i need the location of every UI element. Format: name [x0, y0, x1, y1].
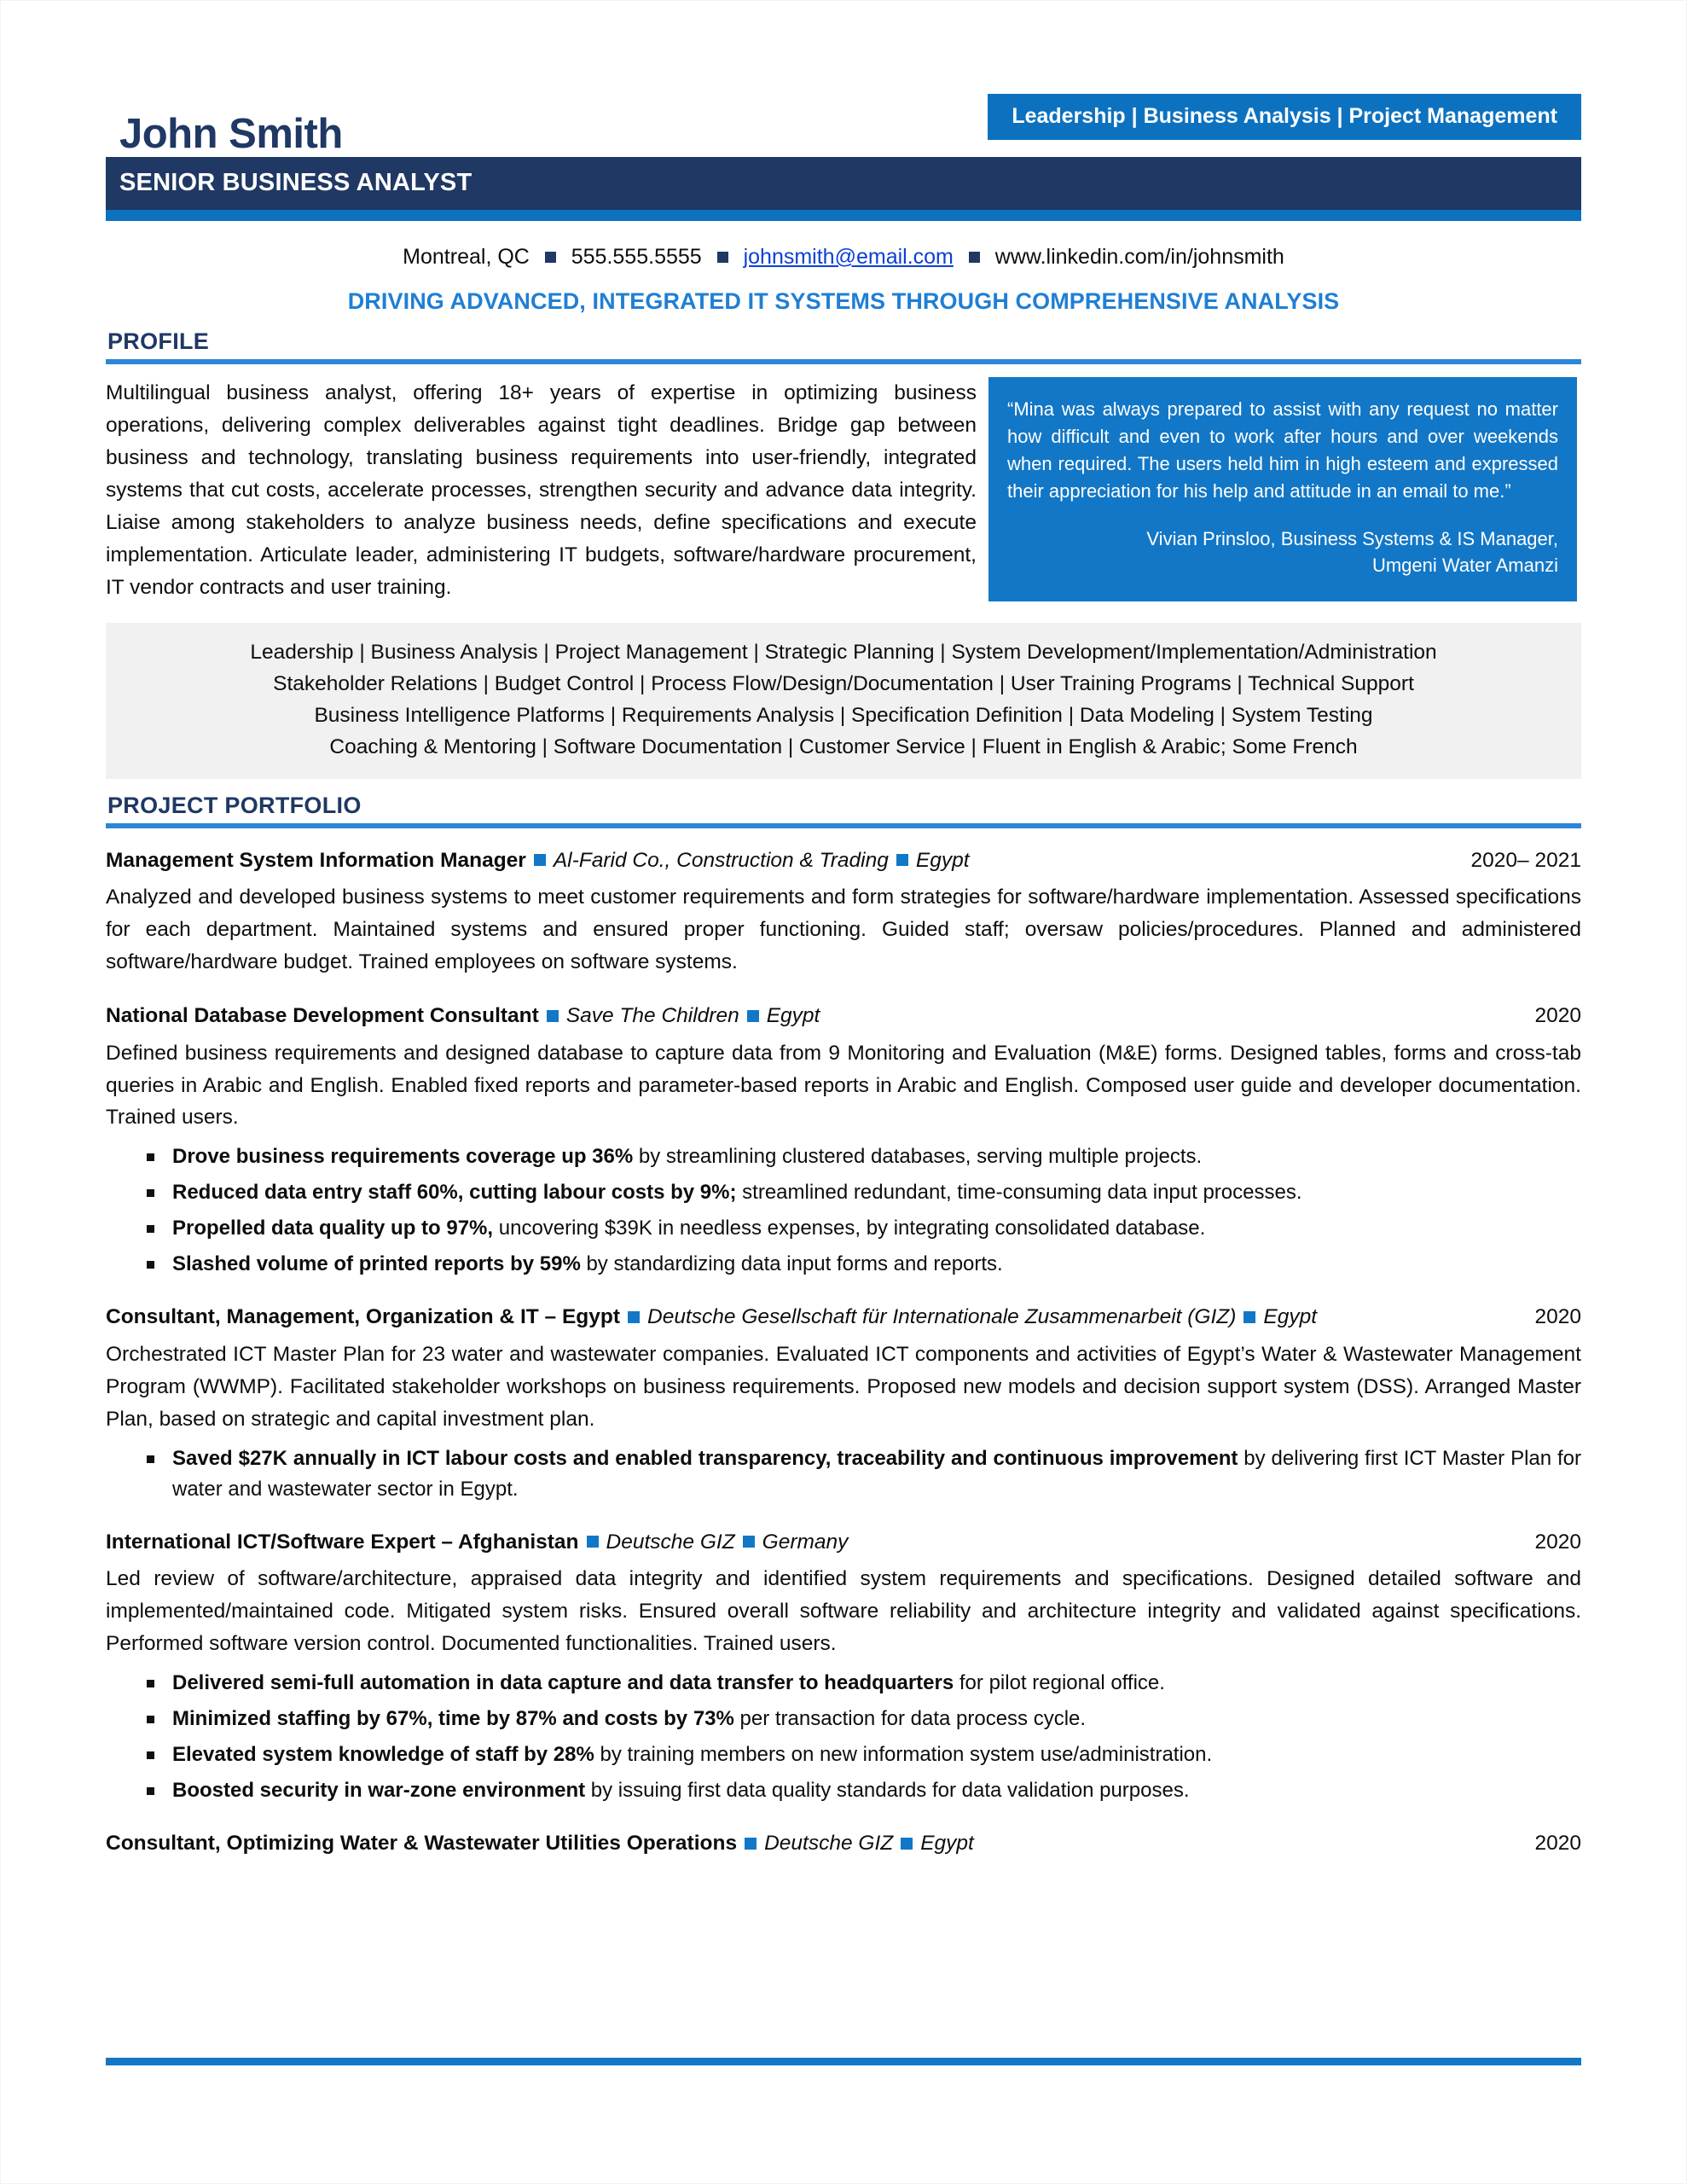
job-header — [106, 1527, 1581, 1558]
achievement-detail: for pilot regional office. — [954, 1671, 1165, 1695]
square-separator-icon — [547, 1010, 559, 1022]
list-item — [106, 1249, 1581, 1280]
profile-section-title: PROFILE — [107, 328, 210, 354]
achievement-detail: by issuing first data quality standards for data validation purposes. — [585, 1779, 1190, 1803]
square-separator-icon — [628, 1311, 640, 1323]
competency-line: Business Intelligence Platforms | Requirements Analysis | Specification Definition | Data Modeling | System Testing — [314, 704, 1373, 728]
square-separator-icon — [1244, 1311, 1255, 1323]
list-item — [106, 1141, 1581, 1172]
bullet-square-icon — [147, 1787, 154, 1795]
testimonial-attribution — [1007, 526, 1558, 579]
job-location: Germany — [762, 1530, 849, 1554]
portfolio-job-entry — [106, 1527, 1581, 1806]
section-divider — [106, 359, 1581, 364]
square-separator-icon — [969, 252, 980, 263]
job-description: Defined business requirements and designed database to capture data from 9 Monitoring and Evaluation (M&E) forms. Designed tables, forms and cross-tab queries in Arabic and English. Enabled fixed reports and parameter-based reports in Arabic and English. Composed user guide and developer documentation. Trained users. — [106, 1041, 1581, 1130]
job-dates: 2020 — [1534, 1530, 1581, 1554]
achievement-highlight: Drove business requirements coverage up 36% — [172, 1145, 634, 1169]
achievement-detail: by delivering first ICT Master Plan for water and wastewater sector in Egypt. — [172, 1446, 1581, 1501]
bullet-square-icon — [147, 1455, 154, 1463]
testimonial-quote: “Mina was always prepared to assist with any request no matter how difficult and even to work after hours and over weekends when required. The users held him in high esteem and expressed their appreciation for his help and attitude in an email to me.” — [1007, 398, 1558, 502]
page-title: John Smith — [119, 111, 343, 157]
contact-linkedin: www.linkedin.com/in/johnsmith — [994, 244, 1284, 269]
portfolio-section-head — [106, 793, 1581, 828]
portfolio-job-entry — [106, 1001, 1581, 1280]
square-separator-icon — [545, 252, 556, 263]
job-organization: Al-Farid Co., Construction & Trading — [553, 848, 889, 872]
square-separator-icon — [587, 1536, 599, 1548]
job-organization: Deutsche Gesellschaft für Internationale Zusammenarbeit (GIZ) — [647, 1305, 1237, 1329]
job-description: Orchestrated ICT Master Plan for 23 water and wastewater companies. Evaluated ICT components and activities of Egypt’s Water & Wastewater Management Program (WWMP). Facilitated stakeholder workshops on business requirements. Proposed new models and decision support system (DSS). Arranged Master Plan, based on strategic and capital investment plan. — [106, 1342, 1581, 1431]
job-location: Egypt — [915, 848, 970, 872]
job-dates: 2020 — [1534, 1305, 1581, 1329]
profile-content — [106, 377, 1581, 604]
achievement-highlight: Delivered semi-full automation in data capture and data transfer to headquarters — [172, 1671, 954, 1695]
list-item — [106, 1213, 1581, 1244]
square-separator-icon — [534, 854, 546, 866]
bullet-square-icon — [147, 1716, 154, 1723]
bullet-square-icon — [147, 1751, 154, 1759]
contact-phone: 555.555.5555 — [571, 244, 702, 269]
job-achievement-list — [106, 1668, 1581, 1806]
job-location: Egypt — [766, 1004, 820, 1028]
bullet-square-icon — [147, 1261, 154, 1269]
job-role: Consultant, Management, Organization & IT – Egypt — [106, 1305, 621, 1329]
list-item — [106, 1668, 1581, 1699]
job-location: Egypt — [920, 1832, 974, 1856]
square-separator-icon — [717, 252, 728, 263]
portfolio-job-list — [106, 845, 1581, 1859]
job-organization: Deutsche GIZ — [764, 1832, 894, 1856]
square-separator-icon — [896, 854, 908, 866]
testimonial-author: Vivian Prinsloo, Business Systems & IS Manager, — [1146, 528, 1558, 550]
job-achievement-list — [106, 1141, 1581, 1280]
list-item — [106, 1740, 1581, 1770]
achievement-detail: by standardizing data input forms and reports. — [580, 1252, 1003, 1276]
job-role: Management System Information Manager — [106, 848, 526, 872]
competency-line: Leadership | Business Analysis | Project Management | Strategic Planning | System Development/Implementation/Administration — [250, 640, 1437, 664]
job-role: Consultant, Optimizing Water & Wastewater Utilities Operations — [106, 1832, 738, 1856]
achievement-highlight: Reduced data entry staff 60%, cutting labour costs by 9%; — [172, 1181, 737, 1205]
achievement-highlight: Minimized staffing by 67%, time by 87% and costs by 73% — [172, 1707, 734, 1731]
bullet-square-icon — [147, 1680, 154, 1687]
portfolio-section-title: PROJECT PORTFOLIO — [107, 792, 362, 818]
achievement-highlight: Boosted security in war-zone environment — [172, 1779, 586, 1803]
contact-line — [0, 244, 1687, 270]
achievement-detail: by training members on new information system use/administration. — [594, 1743, 1213, 1767]
portfolio-job-entry — [106, 1302, 1581, 1504]
job-organization: Deutsche GIZ — [606, 1530, 735, 1554]
portfolio-section — [106, 793, 1581, 1859]
portfolio-job-entry — [106, 1828, 1581, 1859]
bullet-square-icon — [147, 1189, 154, 1197]
achievement-highlight: Elevated system knowledge of staff by 28% — [172, 1743, 594, 1767]
job-location: Egypt — [1263, 1305, 1318, 1329]
bullet-square-icon — [147, 1153, 154, 1161]
testimonial-company: Umgeni Water Amanzi — [1371, 555, 1558, 577]
square-separator-icon — [743, 1536, 755, 1548]
list-item — [106, 1177, 1581, 1208]
achievement-detail: uncovering $39K in needless expenses, by integrating consolidated database. — [493, 1217, 1206, 1240]
achievement-detail: per transaction for data process cycle. — [733, 1707, 1087, 1731]
contact-location: Montreal, QC — [403, 244, 530, 269]
profile-section — [106, 328, 1581, 604]
bullet-square-icon — [147, 1225, 154, 1233]
job-achievement-list — [106, 1443, 1581, 1505]
job-header — [106, 845, 1581, 876]
job-description: Analyzed and developed business systems to meet customer requirements and form strategies for software/hardware implementation. Assessed specifications for each department. Maintained systems and ensured proper functioning. Guided staff; oversaw policies/procedures. Planned and administered software/hardware budget. Trained employees on software systems. — [106, 886, 1581, 974]
achievement-detail: streamlined redundant, time-consuming data input processes. — [736, 1181, 1302, 1205]
achievement-highlight: Saved $27K annually in ICT labour costs and enabled transparency, traceability and continuous improvement — [172, 1446, 1238, 1470]
achievement-detail: by streamlining clustered databases, serving multiple projects. — [633, 1145, 1203, 1169]
testimonial-box — [988, 377, 1577, 601]
footer-divider — [106, 2058, 1581, 2065]
job-role: International ICT/Software Expert – Afghanistan — [106, 1530, 579, 1554]
section-divider — [106, 823, 1581, 828]
profile-body: Multilingual business analyst, offering 18+ years of expertise in optimizing business operations, delivering complex deliverables against tight deadlines. Bridge gap between business and technology, translating business requirements into user-friendly, integrated systems that cut costs, accelerate processes, strengthen security and advance data integrity. Liaise among stakeholders to analyze business needs, define specifications and execute implementation. Articulate leader, administering IT budgets, software/hardware procurement, IT vendor contracts and user training. — [106, 380, 977, 599]
square-separator-icon — [745, 1838, 757, 1850]
list-item — [106, 1775, 1581, 1806]
job-organization: Save The Children — [565, 1004, 739, 1028]
job-header — [106, 1302, 1581, 1333]
square-separator-icon — [747, 1010, 759, 1022]
competency-line: Coaching & Mentoring | Software Documentation | Customer Service | Fluent in English & Arabic; Some French — [329, 735, 1358, 759]
job-header — [106, 1001, 1581, 1031]
headline: DRIVING ADVANCED, INTEGRATED IT SYSTEMS THROUGH COMPREHENSIVE ANALYSIS — [347, 288, 1340, 314]
core-competencies-box — [106, 623, 1581, 779]
title-accent-bar — [106, 210, 1581, 221]
list-item — [106, 1443, 1581, 1505]
job-dates: 2020 — [1534, 1832, 1581, 1856]
name-row — [106, 89, 1581, 157]
profile-section-head — [106, 328, 1581, 364]
job-description: Led review of software/architecture, appraised data integrity and identified system requirements and specifications. Designed detailed software and implemented/maintained code. Mitigated system risks. Ensured overall software reliability and architecture integrity and validated against specifications. Performed software version control. Documented functionalities. Trained users. — [106, 1567, 1581, 1656]
header-tagline-badge: Leadership | Business Analysis | Project Management — [988, 94, 1581, 140]
job-header — [106, 1828, 1581, 1859]
job-title-bar: SENIOR BUSINESS ANALYST — [106, 157, 1581, 210]
square-separator-icon — [901, 1838, 913, 1850]
contact-email-link[interactable]: johnsmith@email.com — [743, 244, 954, 269]
job-dates: 2020 — [1534, 1004, 1581, 1028]
competency-line: Stakeholder Relations | Budget Control | Process Flow/Design/Documentation | User Training Programs | Technical Support — [273, 671, 1414, 695]
job-dates: 2020– 2021 — [1470, 848, 1581, 872]
achievement-highlight: Propelled data quality up to 97%, — [172, 1217, 494, 1240]
list-item — [106, 1704, 1581, 1734]
portfolio-job-entry — [106, 845, 1581, 979]
job-role: National Database Development Consultant — [106, 1004, 539, 1028]
achievement-highlight: Slashed volume of printed reports by 59% — [172, 1252, 581, 1276]
resume-header — [106, 0, 1581, 221]
